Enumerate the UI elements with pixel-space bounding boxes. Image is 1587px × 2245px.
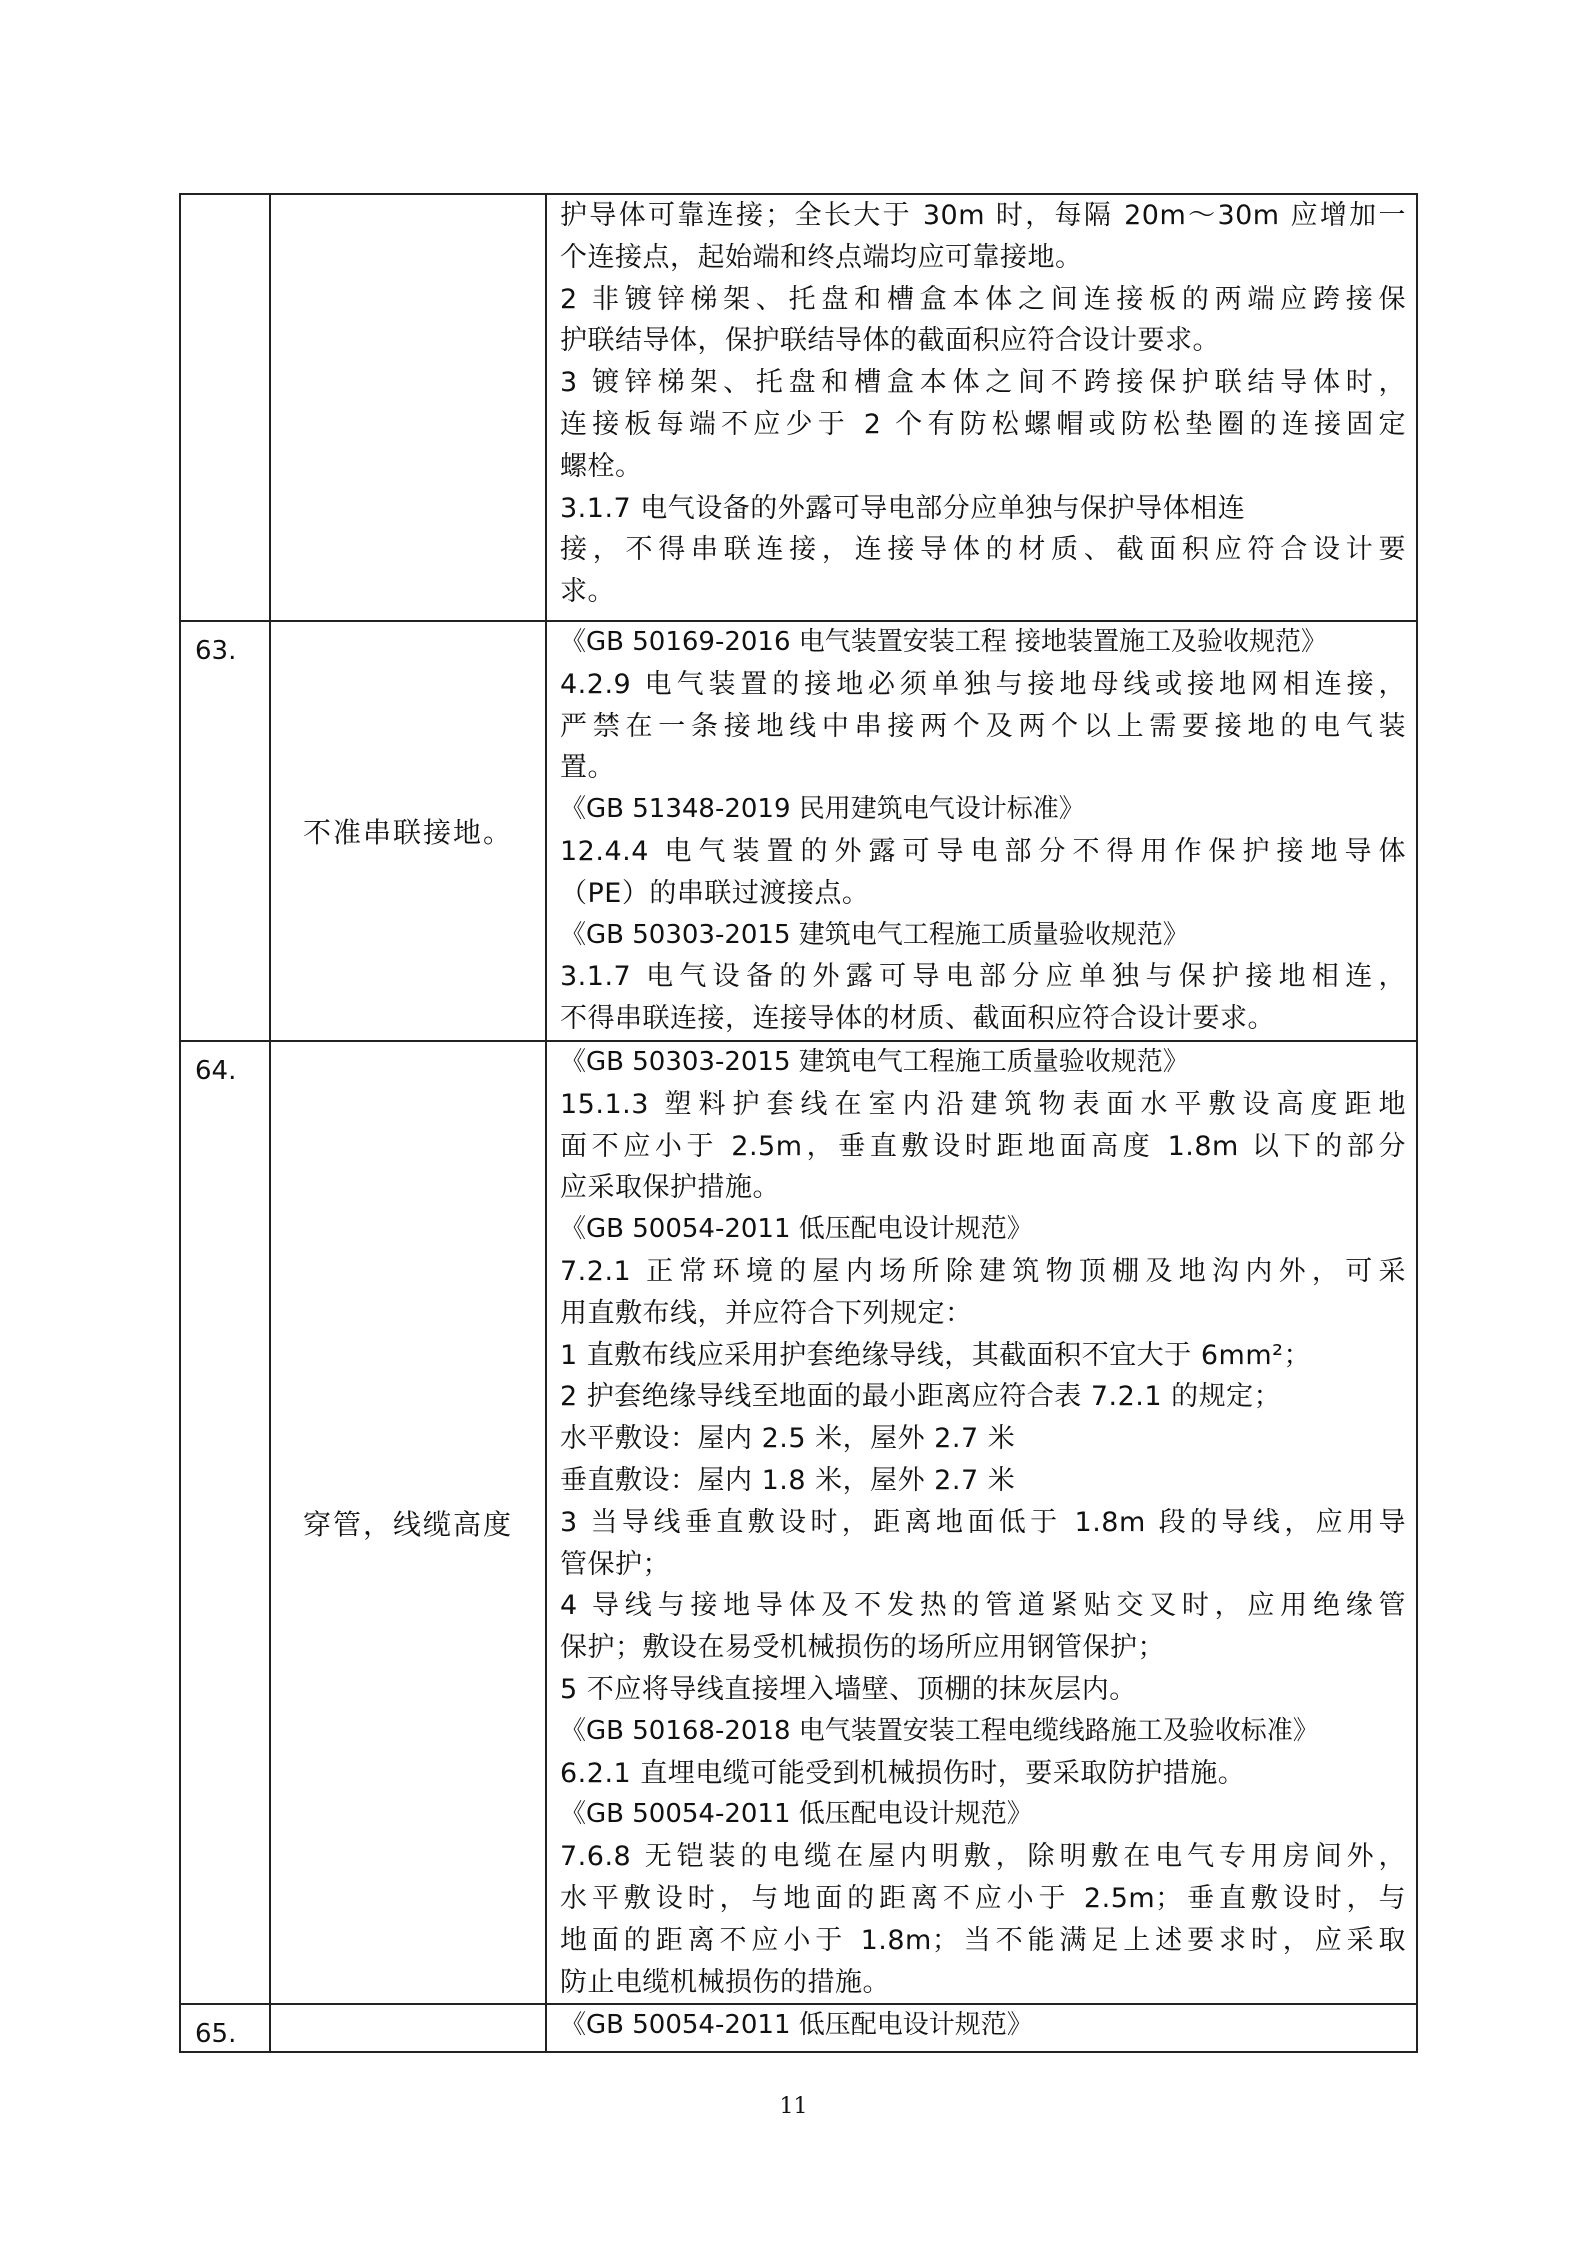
content-line: 严禁在一条接地线中串接两个及两个以上需要接地的电气装 [560,710,1406,742]
content-line: 应采取保护措施。 [560,1172,780,1204]
content-line: 求。 [560,576,615,608]
content-line: （PE）的串联过渡接点。 [560,877,870,909]
row-number-cell: 65. [180,2004,270,2052]
standard-citation: 《GB 50054-2011 低压配电设计规范》 [560,1799,1033,1830]
content-line: 用直敷布线，并应符合下列规定： [560,1297,973,1329]
row-content-cell [546,1041,1417,2004]
content-line: 1 直敷布线应采用护套绝缘导线，其截面积不宜大于 6mm²； [560,1339,1311,1371]
row-content-cell [546,2004,1417,2052]
row-topic-cell: 不准串联接地。 [270,621,546,1041]
table-row-64 [180,1041,1417,2004]
content-line: 防止电缆机械损伤的措施。 [560,1966,890,1998]
content-line: 5 不应将导线直接埋入墙壁、顶棚的抹灰层内。 [560,1673,1137,1705]
standard-citation: 《GB 51348-2019 民用建筑电气设计标准》 [560,794,1085,825]
row-content-cell [546,621,1417,1041]
row-topic-cell [270,194,546,621]
table-row-continued [180,194,1417,621]
content-line: 接，不得串联连接，连接导体的材质、截面积应符合设计要 [560,534,1406,566]
content-line: 15.1.3 塑料护套线在室内沿建筑物表面水平敷设高度距地 [560,1088,1406,1120]
content-line: 个连接点，起始端和终点端均应可靠接地。 [560,241,1083,273]
content-line: 置。 [560,752,615,784]
standard-citation: 《GB 50303-2015 建筑电气工程施工质量验收规范》 [560,919,1189,950]
content-line: 水平敷设：屋内 2.5 米，屋外 2.7 米 [560,1423,1016,1455]
content-line: 2 护套绝缘导线至地面的最小距离应符合表 7.2.1 的规定； [560,1381,1282,1413]
row-number-cell: 63. [180,621,270,1041]
page-number: 11 [779,2094,808,2119]
content-line: 垂直敷设：屋内 1.8 米，屋外 2.7 米 [560,1464,1016,1496]
content-line: 护导体可靠连接；全长大于 30m 时，每隔 20m～30m 应增加一 [560,200,1406,231]
row-number-cell [180,194,270,621]
content-line: 管保护； [560,1548,670,1580]
row-number-cell: 64. [180,1041,270,2004]
table-row-65 [180,2004,1417,2052]
content-line: 3.1.7 电气设备的外露可导电部分应单独与保护接地相连， [560,961,1406,993]
content-line: 3.1.7 电气设备的外露可导电部分应单独与保护导体相连 [560,492,1246,524]
content-line: 3 镀锌梯架、托盘和槽盒本体之间不跨接保护联结导体时， [560,367,1406,399]
content-line: 4.2.9 电气装置的接地必须单独与接地母线或接地网相连接， [560,668,1406,700]
row-topic-cell [270,2004,546,2052]
content-line: 面不应小于 2.5m，垂直敷设时距地面高度 1.8m 以下的部分 [560,1130,1406,1162]
standard-citation: 《GB 50169-2016 电气装置安装工程 接地装置施工及验收规范》 [560,627,1328,657]
standard-citation: 《GB 50168-2018 电气装置安装工程电缆线路施工及验收标准》 [560,1715,1319,1746]
content-line: 7.6.8 无铠装的电缆在屋内明敷，除明敷在电气专用房间外， [560,1841,1406,1873]
content-line: 水平敷设时，与地面的距离不应小于 2.5m；垂直敷设时，与 [560,1882,1406,1914]
content-line: 护联结导体，保护联结导体的截面积应符合设计要求。 [560,325,1220,357]
table-row-63 [180,621,1417,1041]
row-topic-cell: 穿管，线缆高度 [270,1041,546,2004]
content-line: 6.2.1 直埋电缆可能受到机械损伤时，要采取防护措施。 [560,1757,1246,1789]
content-line: 2 非镀锌梯架、托盘和槽盒本体之间连接板的两端应跨接保 [560,283,1406,315]
content-line: 12.4.4 电气装置的外露可导电部分不得用作保护接地导体 [560,835,1406,867]
content-line: 保护；敷设在易受机械损伤的场所应用钢管保护； [560,1632,1165,1664]
standard-citation: 《GB 50054-2011 低压配电设计规范》 [560,1214,1033,1245]
content-line: 螺栓。 [560,450,643,482]
content-line: 地面的距离不应小于 1.8m；当不能满足上述要求时，应采取 [560,1924,1406,1956]
content-line: 7.2.1 正常环境的屋内场所除建筑物顶棚及地沟内外，可采 [560,1255,1406,1287]
standard-citation: 《GB 50054-2011 低压配电设计规范》 [560,2010,1033,2041]
content-line: 连接板每端不应少于 2 个有防松螺帽或防松垫圈的连接固定 [560,408,1406,440]
standard-citation: 《GB 50303-2015 建筑电气工程施工质量验收规范》 [560,1046,1189,1077]
content-line: 不得串联连接，连接导体的材质、截面积应符合设计要求。 [560,1003,1275,1035]
regulation-table [179,193,1418,2053]
content-line: 4 导线与接地导体及不发热的管道紧贴交叉时，应用绝缘管 [560,1590,1406,1622]
content-line: 3 当导线垂直敷设时，距离地面低于 1.8m 段的导线，应用导 [560,1506,1406,1538]
row-content-cell [546,194,1417,621]
